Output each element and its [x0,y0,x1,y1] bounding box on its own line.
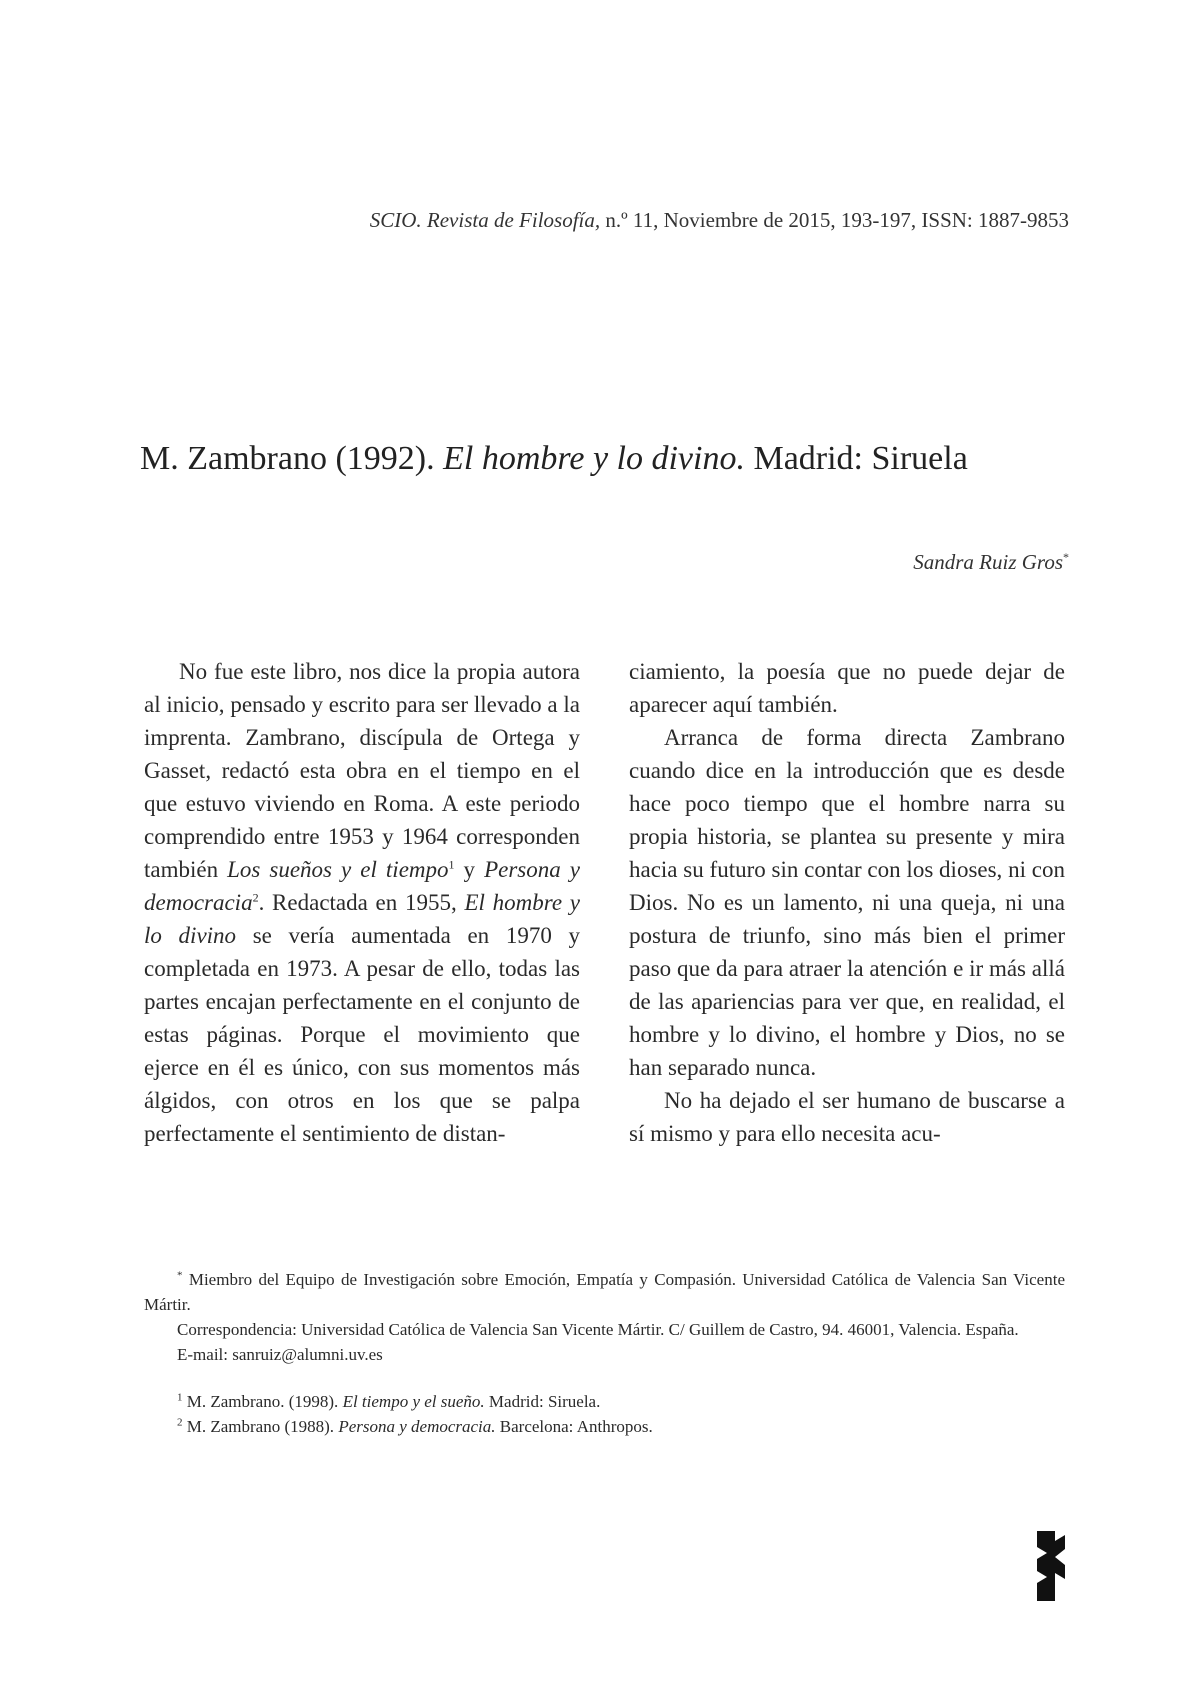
footnote-1-pre: M. Zambrano. (1998). [182,1392,343,1411]
right-paragraph-2: Arranca de forma directa Zambrano cuando dice en la introducción que es desde hace poco tiempo que el hombre narra su propia historia, se plantea su presente y mira hacia su futuro sin contar con los dioses, ni con Dios. No es un lamento, ni una queja, ni una postura de triunfo, sino más bien el primer paso que da para atraer la atención e ir más allá de las apariencias para ver que, en realidad, el hombre y lo divino, el hombre y Dios, no se han separado nunca. [629,725,1065,1080]
right-paragraph-1: ciamiento, la poesía que no puede dejar de aparecer aquí también. [629,659,1065,717]
footnote-star-mark: * [177,1269,183,1282]
footnote-affiliation [144,1267,1065,1317]
title-suffix: Madrid: Siruela [753,440,968,477]
journal-header [140,208,1069,233]
left-text-3: se vería aumentada en 1970 y completada en 1973. A pesar de ello, todas las partes encajan perfectamente en el conjunto de estas páginas. Porque el movimiento que ejerce en él es único, con sus momentos más álgidos, con otros en los que se palpa perfectamente el sentimiento de distan- [144,923,580,1146]
left-text-1: No fue este libro, nos dice la propia autora al inicio, pensado y escrito para ser llevado a la imprenta. Zambrano, discípula de Ortega y Gasset, redactó esta obra en el tiempo en el que estuvo viviendo en Roma. A este periodo comprendido entre 1953 y 1964 corresponden también [144,659,580,882]
journal-name: SCIO. Revista de Filosofía, [369,208,601,232]
work-title-3: El hombre y lo divino [144,890,580,948]
work-title-1: Los sueños y el tiempo [227,857,449,882]
footnote-ref-2: 2 [252,890,259,905]
title-book: El hombre y lo divino. [443,440,745,477]
right-paragraph-3: No ha dejado el ser humano de buscarse a sí mismo y para ello necesita acu- [629,1088,1065,1146]
left-text-2: . Redactada en 1955, [258,890,465,915]
footnote-2-mark: 2 [177,1416,183,1429]
footnotes [144,1267,1065,1439]
footnote-ref-1: 1 [448,857,455,872]
left-paragraph [144,655,580,1150]
title-prefix: M. Zambrano (1992). [140,440,435,477]
footnote-affiliation-text: Miembro del Equipo de Investigación sobre Emoción, Empatía y Compasión. Universidad Católica de Valencia San Vicente Mártir. [144,1270,1065,1314]
footnote-1 [144,1389,1065,1414]
left-column [144,655,580,1150]
footnote-2-pre: M. Zambrano (1988). [182,1417,339,1436]
footnote-1-post: Madrid: Siruela. [484,1392,601,1411]
right-column [629,655,1065,1150]
journal-details: n.º 11, Noviembre de 2015, 193-197, ISSN: 1887-9853 [600,208,1069,232]
journal-logo-icon [1033,1531,1065,1601]
work-title-2: Persona y democracia [144,857,580,915]
author-footnote-mark: * [1063,550,1069,564]
page-title [140,440,1069,478]
footnote-2 [144,1414,1065,1439]
footnote-email: E-mail: sanruiz@alumni.uv.es [177,1345,383,1364]
footnote-1-title: El tiempo y el sueño. [342,1392,485,1411]
author-name: Sandra Ruiz Gros [913,550,1063,574]
footnote-2-post: Barcelona: Anthropos. [495,1417,653,1436]
author-line [140,550,1069,575]
logo-shape [1037,1531,1065,1601]
footnote-correspondence: Correspondencia: Universidad Católica de Valencia San Vicente Mártir. C/ Guillem de Castro, 94. 46001, Valencia. España. [177,1320,1019,1339]
left-text-and: y [454,857,485,882]
footnote-1-mark: 1 [177,1391,183,1404]
footnote-2-title: Persona y democracia. [338,1417,496,1436]
